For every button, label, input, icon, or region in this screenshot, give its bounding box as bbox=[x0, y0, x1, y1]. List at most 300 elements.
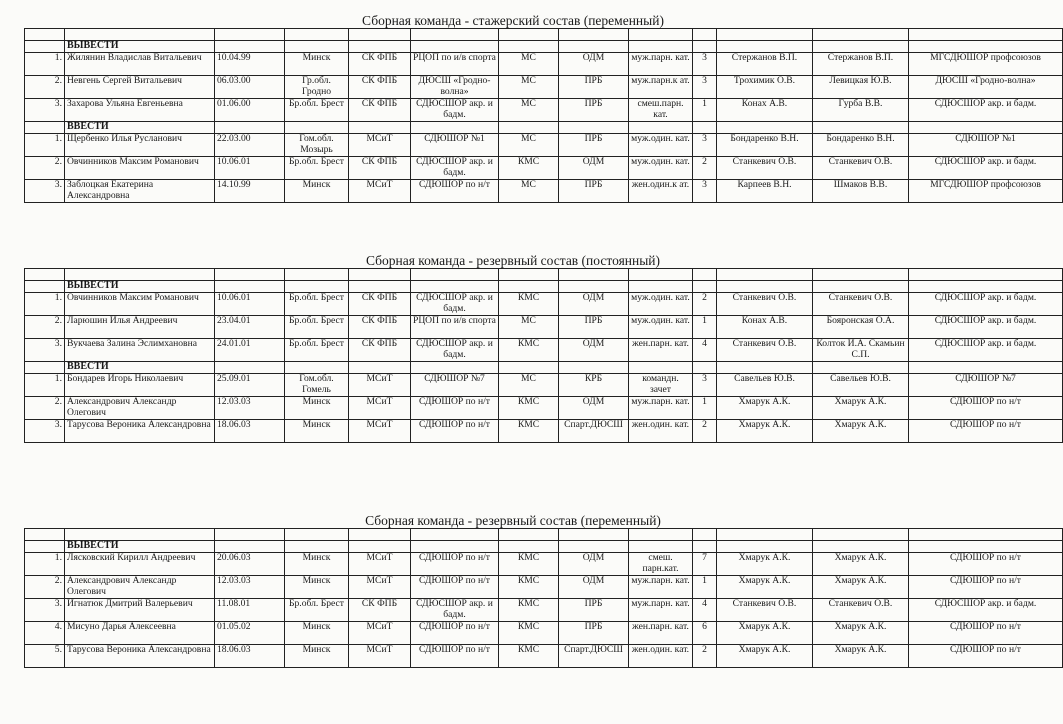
status-cell: КРБ bbox=[559, 374, 629, 397]
home-school-cell: СДЮСШОР акр. и бадм. bbox=[909, 99, 1063, 122]
group-spacer bbox=[499, 41, 559, 53]
coach-cell: Хмарук А.К. bbox=[717, 645, 813, 668]
coach-cell: Хмарук А.К. bbox=[717, 420, 813, 443]
row-number-cell: 3. bbox=[25, 420, 65, 443]
sports-school-cell: СДЮСШОР акр. и бадм. bbox=[411, 293, 499, 316]
category-cell: жен.один.к ат. bbox=[629, 180, 693, 203]
organization-cell: МСиТ bbox=[349, 134, 411, 157]
athlete-name-cell: Мисуно Дарья Алексеевна bbox=[65, 622, 215, 645]
group-spacer bbox=[717, 541, 813, 553]
category-cell: муж.один. кат. bbox=[629, 316, 693, 339]
athlete-name-cell: Лясковский Кирилл Андреевич bbox=[65, 553, 215, 576]
group-spacer bbox=[349, 541, 411, 553]
group-spacer bbox=[629, 362, 693, 374]
athlete-name-cell: Тарусова Вероника Александровна bbox=[65, 645, 215, 668]
row-number-cell: 1. bbox=[25, 374, 65, 397]
group-spacer bbox=[215, 122, 285, 134]
category-cell: жен.парн. кат. bbox=[629, 339, 693, 362]
group-spacer bbox=[629, 541, 693, 553]
athlete-name-cell: Невгень Сергей Витальевич bbox=[65, 76, 215, 99]
birth-date-cell: 18.06.03 bbox=[215, 420, 285, 443]
organization-cell: СК ФПБ bbox=[349, 316, 411, 339]
rank-number-cell: 3 bbox=[693, 76, 717, 99]
row-number-cell: 2. bbox=[25, 76, 65, 99]
status-cell: ОДМ bbox=[559, 157, 629, 180]
personal-coach-cell: Шмаков В.В. bbox=[813, 180, 909, 203]
row-number-cell: 1. bbox=[25, 134, 65, 157]
sport-rank-cell: МС bbox=[499, 99, 559, 122]
rank-number-cell: 2 bbox=[693, 293, 717, 316]
header-cell bbox=[65, 269, 215, 281]
group-spacer bbox=[559, 541, 629, 553]
roster-table bbox=[24, 28, 1063, 203]
table-row bbox=[25, 576, 1063, 599]
row-number-cell: 2. bbox=[25, 397, 65, 420]
sports-school-cell: СДЮШОР по н/т bbox=[411, 180, 499, 203]
category-cell: муж.парн. кат. bbox=[629, 397, 693, 420]
group-spacer bbox=[349, 281, 411, 293]
birth-date-cell: 10.06.01 bbox=[215, 157, 285, 180]
group-spacer bbox=[909, 41, 1063, 53]
home-school-cell: СДЮШОР №1 bbox=[909, 134, 1063, 157]
region-cell: Бр.обл. Брест bbox=[285, 99, 349, 122]
section-title: Сборная команда - резервный состав (постоянный) bbox=[365, 253, 661, 268]
region-cell: Минск bbox=[285, 576, 349, 599]
sports-school-cell: СДЮШОР по н/т bbox=[411, 553, 499, 576]
athlete-name-cell: Игнатюк Дмитрий Валерьевич bbox=[65, 599, 215, 622]
sport-rank-cell: МС bbox=[499, 316, 559, 339]
personal-coach-cell: Станкевич О.В. bbox=[813, 599, 909, 622]
header-cell bbox=[717, 29, 813, 41]
section-reserve-permanent bbox=[24, 253, 1037, 443]
region-cell: Бр.обл. Брест bbox=[285, 293, 349, 316]
home-school-cell: СДЮШОР по н/т bbox=[909, 622, 1063, 645]
category-cell: муж.парн. кат. bbox=[629, 53, 693, 76]
organization-cell: СК ФПБ bbox=[349, 293, 411, 316]
sports-school-cell: СДЮСШОР акр. и бадм. bbox=[411, 157, 499, 180]
personal-coach-cell: Хмарук А.К. bbox=[813, 397, 909, 420]
group-spacer bbox=[717, 122, 813, 134]
row-number-cell: 3. bbox=[25, 339, 65, 362]
group-spacer bbox=[499, 541, 559, 553]
header-cell bbox=[285, 269, 349, 281]
group-spacer bbox=[25, 41, 65, 53]
coach-cell: Хмарук А.К. bbox=[717, 397, 813, 420]
sport-rank-cell: КМС bbox=[499, 157, 559, 180]
rank-number-cell: 2 bbox=[693, 420, 717, 443]
header-cell bbox=[285, 529, 349, 541]
region-cell: Бр.обл. Брест bbox=[285, 157, 349, 180]
group-spacer bbox=[25, 122, 65, 134]
personal-coach-cell: Хмарук А.К. bbox=[813, 622, 909, 645]
group-spacer bbox=[629, 281, 693, 293]
sport-rank-cell: КМС bbox=[499, 622, 559, 645]
region-cell: Минск bbox=[285, 397, 349, 420]
sports-school-cell: РЦОП по и/в спорта bbox=[411, 53, 499, 76]
group-spacer bbox=[411, 541, 499, 553]
status-cell: ПРБ bbox=[559, 134, 629, 157]
organization-cell: СК ФПБ bbox=[349, 157, 411, 180]
rank-number-cell: 2 bbox=[693, 157, 717, 180]
organization-cell: МСиТ bbox=[349, 645, 411, 668]
sport-rank-cell: КМС bbox=[499, 553, 559, 576]
group-spacer bbox=[25, 541, 65, 553]
home-school-cell: МГСДЮШОР профсоюзов bbox=[909, 53, 1063, 76]
group-spacer bbox=[813, 122, 909, 134]
group-label: ВВЕСТИ bbox=[65, 122, 215, 134]
category-cell: муж.парн. кат. bbox=[629, 576, 693, 599]
status-cell: ПРБ bbox=[559, 599, 629, 622]
status-cell: ОДМ bbox=[559, 397, 629, 420]
table-row bbox=[25, 293, 1063, 316]
header-cell bbox=[499, 29, 559, 41]
coach-cell: Карпеев В.Н. bbox=[717, 180, 813, 203]
sports-school-cell: СДЮШОР №7 bbox=[411, 374, 499, 397]
header-cell bbox=[693, 269, 717, 281]
table-row bbox=[25, 339, 1063, 362]
group-label: ВЫВЕСТИ bbox=[65, 41, 215, 53]
organization-cell: МСиТ bbox=[349, 622, 411, 645]
header-cell bbox=[349, 269, 411, 281]
birth-date-cell: 10.06.01 bbox=[215, 293, 285, 316]
coach-cell: Конах А.В. bbox=[717, 316, 813, 339]
header-cell bbox=[717, 269, 813, 281]
rank-number-cell: 1 bbox=[693, 316, 717, 339]
header-cell bbox=[499, 529, 559, 541]
group-label: ВЫВЕСТИ bbox=[65, 541, 215, 553]
category-cell: командн. зачет bbox=[629, 374, 693, 397]
rank-number-cell: 1 bbox=[693, 576, 717, 599]
group-row bbox=[25, 122, 1063, 134]
home-school-cell: МГСДЮШОР профсоюзов bbox=[909, 180, 1063, 203]
header-cell bbox=[909, 269, 1063, 281]
organization-cell: СК ФПБ bbox=[349, 599, 411, 622]
group-spacer bbox=[215, 281, 285, 293]
group-spacer bbox=[909, 362, 1063, 374]
rank-number-cell: 3 bbox=[693, 374, 717, 397]
group-spacer bbox=[559, 362, 629, 374]
region-cell: Гр.обл. Гродно bbox=[285, 76, 349, 99]
athlete-name-cell: Александрович Александр Олегович bbox=[65, 576, 215, 599]
table-row bbox=[25, 99, 1063, 122]
organization-cell: МСиТ bbox=[349, 374, 411, 397]
table-row bbox=[25, 553, 1063, 576]
section-title: Сборная команда - стажерский состав (переменный) bbox=[362, 13, 664, 28]
row-number-cell: 2. bbox=[25, 157, 65, 180]
rank-number-cell: 3 bbox=[693, 53, 717, 76]
sport-rank-cell: МС bbox=[499, 180, 559, 203]
header-cell bbox=[909, 29, 1063, 41]
region-cell: Минск bbox=[285, 622, 349, 645]
status-cell: Спарт.ДЮСШ bbox=[559, 420, 629, 443]
status-cell: ПРБ bbox=[559, 316, 629, 339]
sport-rank-cell: МС bbox=[499, 53, 559, 76]
group-spacer bbox=[693, 362, 717, 374]
organization-cell: МСиТ bbox=[349, 397, 411, 420]
region-cell: Гом.обл. Гомель bbox=[285, 374, 349, 397]
category-cell: жен.один. кат. bbox=[629, 645, 693, 668]
header-cell bbox=[349, 29, 411, 41]
group-spacer bbox=[285, 41, 349, 53]
birth-date-cell: 20.06.03 bbox=[215, 553, 285, 576]
group-label: ВВЕСТИ bbox=[65, 362, 215, 374]
personal-coach-cell: Хмарук А.К. bbox=[813, 420, 909, 443]
header-cell bbox=[65, 29, 215, 41]
header-cell bbox=[349, 529, 411, 541]
rank-number-cell: 4 bbox=[693, 599, 717, 622]
table-row bbox=[25, 316, 1063, 339]
status-cell: Спарт.ДЮСШ bbox=[559, 645, 629, 668]
table-row bbox=[25, 599, 1063, 622]
sports-school-cell: СДЮШОР по н/т bbox=[411, 622, 499, 645]
header-cell bbox=[559, 269, 629, 281]
group-spacer bbox=[285, 281, 349, 293]
birth-date-cell: 10.04.99 bbox=[215, 53, 285, 76]
table-row bbox=[25, 134, 1063, 157]
group-spacer bbox=[693, 122, 717, 134]
header-cell bbox=[813, 529, 909, 541]
organization-cell: МСиТ bbox=[349, 180, 411, 203]
rank-number-cell: 2 bbox=[693, 645, 717, 668]
sport-rank-cell: КМС bbox=[499, 599, 559, 622]
athlete-name-cell: Тарусова Вероника Александровна bbox=[65, 420, 215, 443]
table-row bbox=[25, 76, 1063, 99]
group-spacer bbox=[717, 281, 813, 293]
header-cell bbox=[65, 529, 215, 541]
group-spacer bbox=[215, 541, 285, 553]
group-spacer bbox=[25, 362, 65, 374]
group-spacer bbox=[693, 41, 717, 53]
table-row bbox=[25, 622, 1063, 645]
group-spacer bbox=[909, 541, 1063, 553]
status-cell: ПРБ bbox=[559, 622, 629, 645]
row-number-cell: 3. bbox=[25, 599, 65, 622]
group-spacer bbox=[717, 362, 813, 374]
home-school-cell: СДЮШОР по н/т bbox=[909, 397, 1063, 420]
header-cell bbox=[693, 529, 717, 541]
header-cell bbox=[215, 269, 285, 281]
status-cell: ОДМ bbox=[559, 339, 629, 362]
header-cell bbox=[499, 269, 559, 281]
organization-cell: МСиТ bbox=[349, 553, 411, 576]
section-reserve-variable bbox=[24, 513, 1037, 668]
section-trainee-variable bbox=[24, 13, 1041, 203]
header-cell bbox=[629, 29, 693, 41]
group-spacer bbox=[629, 122, 693, 134]
rank-number-cell: 1 bbox=[693, 397, 717, 420]
header-cell bbox=[559, 529, 629, 541]
header-cell bbox=[411, 269, 499, 281]
group-spacer bbox=[499, 281, 559, 293]
athlete-name-cell: Овчинников Максим Романович bbox=[65, 293, 215, 316]
table-row bbox=[25, 420, 1063, 443]
athlete-name-cell: Жилянин Владислав Витальевич bbox=[65, 53, 215, 76]
row-number-cell: 2. bbox=[25, 576, 65, 599]
group-spacer bbox=[285, 122, 349, 134]
header-cell bbox=[629, 269, 693, 281]
header-cell bbox=[25, 29, 65, 41]
row-number-cell: 3. bbox=[25, 180, 65, 203]
home-school-cell: СДЮШОР по н/т bbox=[909, 645, 1063, 668]
sports-school-cell: СДЮШОР по н/т bbox=[411, 420, 499, 443]
birth-date-cell: 23.04.01 bbox=[215, 316, 285, 339]
region-cell: Бр.обл. Брест bbox=[285, 339, 349, 362]
status-cell: ОДМ bbox=[559, 53, 629, 76]
row-number-cell: 1. bbox=[25, 53, 65, 76]
rank-number-cell: 4 bbox=[693, 339, 717, 362]
row-number-cell: 3. bbox=[25, 99, 65, 122]
status-cell: ОДМ bbox=[559, 576, 629, 599]
group-spacer bbox=[215, 362, 285, 374]
table-row bbox=[25, 645, 1063, 668]
region-cell: Минск bbox=[285, 553, 349, 576]
rank-number-cell: 1 bbox=[693, 99, 717, 122]
header-cell bbox=[215, 529, 285, 541]
group-spacer bbox=[813, 362, 909, 374]
table-row bbox=[25, 180, 1063, 203]
region-cell: Минск bbox=[285, 180, 349, 203]
athlete-name-cell: Бондарев Игорь Николаевич bbox=[65, 374, 215, 397]
home-school-cell: СДЮШОР по н/т bbox=[909, 576, 1063, 599]
category-cell: смеш. парн.кат. bbox=[629, 553, 693, 576]
coach-cell: Конах А.В. bbox=[717, 99, 813, 122]
group-spacer bbox=[629, 41, 693, 53]
sports-school-cell: СДЮСШОР акр. и бадм. bbox=[411, 599, 499, 622]
roster-table bbox=[24, 268, 1063, 443]
row-number-cell: 5. bbox=[25, 645, 65, 668]
organization-cell: МСиТ bbox=[349, 420, 411, 443]
sport-rank-cell: КМС bbox=[499, 420, 559, 443]
section-title: Сборная команда - резервный состав (переменный) bbox=[365, 513, 661, 528]
coach-cell: Станкевич О.В. bbox=[717, 339, 813, 362]
personal-coach-cell: Савельев Ю.В. bbox=[813, 374, 909, 397]
home-school-cell: СДЮСШОР акр. и бадм. bbox=[909, 599, 1063, 622]
group-spacer bbox=[693, 281, 717, 293]
birth-date-cell: 12.03.03 bbox=[215, 576, 285, 599]
category-cell: муж.парн. кат. bbox=[629, 599, 693, 622]
row-number-cell: 2. bbox=[25, 316, 65, 339]
home-school-cell: ДЮСШ «Гродно-волна» bbox=[909, 76, 1063, 99]
header-cell bbox=[559, 29, 629, 41]
coach-cell: Трохимик О.В. bbox=[717, 76, 813, 99]
region-cell: Минск bbox=[285, 420, 349, 443]
sport-rank-cell: МС bbox=[499, 374, 559, 397]
group-spacer bbox=[909, 281, 1063, 293]
rank-number-cell: 3 bbox=[693, 180, 717, 203]
table-row bbox=[25, 157, 1063, 180]
personal-coach-cell: Станкевич О.В. bbox=[813, 157, 909, 180]
home-school-cell: СДЮСШОР акр. и бадм. bbox=[909, 316, 1063, 339]
row-number-cell: 1. bbox=[25, 293, 65, 316]
sport-rank-cell: КМС bbox=[499, 339, 559, 362]
category-cell: муж.один. кат. bbox=[629, 134, 693, 157]
athlete-name-cell: Овчинников Максим Романович bbox=[65, 157, 215, 180]
sports-school-cell: СДЮШОР по н/т bbox=[411, 397, 499, 420]
table-row bbox=[25, 397, 1063, 420]
group-spacer bbox=[813, 541, 909, 553]
header-cell bbox=[285, 29, 349, 41]
birth-date-cell: 12.03.03 bbox=[215, 397, 285, 420]
birth-date-cell: 01.06.00 bbox=[215, 99, 285, 122]
personal-coach-cell: Станкевич О.В. bbox=[813, 293, 909, 316]
sport-rank-cell: МС bbox=[499, 134, 559, 157]
group-spacer bbox=[285, 362, 349, 374]
category-cell: жен.парн. кат. bbox=[629, 622, 693, 645]
group-spacer bbox=[349, 41, 411, 53]
status-cell: ПРБ bbox=[559, 76, 629, 99]
region-cell: Бр.обл. Брест bbox=[285, 316, 349, 339]
group-row bbox=[25, 281, 1063, 293]
sport-rank-cell: КМС bbox=[499, 293, 559, 316]
sports-school-cell: РЦОП по и/в спорта bbox=[411, 316, 499, 339]
region-cell: Бр.обл. Брест bbox=[285, 599, 349, 622]
group-row bbox=[25, 41, 1063, 53]
row-number-cell: 1. bbox=[25, 553, 65, 576]
category-cell: муж.парн.к ат. bbox=[629, 76, 693, 99]
status-cell: ПРБ bbox=[559, 180, 629, 203]
table-row bbox=[25, 53, 1063, 76]
group-spacer bbox=[411, 41, 499, 53]
personal-coach-cell: Бояронская О.А. bbox=[813, 316, 909, 339]
home-school-cell: СДЮШОР №7 bbox=[909, 374, 1063, 397]
header-cell bbox=[25, 269, 65, 281]
sport-rank-cell: МС bbox=[499, 76, 559, 99]
region-cell: Гом.обл. Мозырь bbox=[285, 134, 349, 157]
category-cell: муж.один. кат. bbox=[629, 157, 693, 180]
sports-school-cell: СДЮШОР по н/т bbox=[411, 576, 499, 599]
category-cell: жен.один. кат. bbox=[629, 420, 693, 443]
personal-coach-cell: Стержанов В.П. bbox=[813, 53, 909, 76]
region-cell: Минск bbox=[285, 53, 349, 76]
group-spacer bbox=[813, 281, 909, 293]
coach-cell: Савельев Ю.В. bbox=[717, 374, 813, 397]
header-row bbox=[25, 269, 1063, 281]
sports-school-cell: ДЮСШ «Гродно-волна» bbox=[411, 76, 499, 99]
coach-cell: Хмарук А.К. bbox=[717, 553, 813, 576]
header-cell bbox=[411, 529, 499, 541]
athlete-name-cell: Заблоцкая Екатерина Александровна bbox=[65, 180, 215, 203]
personal-coach-cell: Бондаренко В.Н. bbox=[813, 134, 909, 157]
group-spacer bbox=[813, 41, 909, 53]
athlete-name-cell: Захарова Ульяна Евгеньевна bbox=[65, 99, 215, 122]
birth-date-cell: 14.10.99 bbox=[215, 180, 285, 203]
organization-cell: СК ФПБ bbox=[349, 339, 411, 362]
status-cell: ПРБ bbox=[559, 99, 629, 122]
header-cell bbox=[411, 29, 499, 41]
rank-number-cell: 6 bbox=[693, 622, 717, 645]
row-number-cell: 4. bbox=[25, 622, 65, 645]
group-spacer bbox=[559, 281, 629, 293]
sport-rank-cell: КМС bbox=[499, 645, 559, 668]
sport-rank-cell: КМС bbox=[499, 397, 559, 420]
birth-date-cell: 11.08.01 bbox=[215, 599, 285, 622]
group-spacer bbox=[909, 122, 1063, 134]
organization-cell: СК ФПБ bbox=[349, 76, 411, 99]
group-spacer bbox=[285, 541, 349, 553]
personal-coach-cell: Колток И.А. Скамьин С.П. bbox=[813, 339, 909, 362]
birth-date-cell: 22.03.00 bbox=[215, 134, 285, 157]
group-row bbox=[25, 362, 1063, 374]
header-cell bbox=[909, 529, 1063, 541]
coach-cell: Хмарук А.К. bbox=[717, 622, 813, 645]
header-cell bbox=[215, 29, 285, 41]
header-cell bbox=[25, 529, 65, 541]
coach-cell: Станкевич О.В. bbox=[717, 599, 813, 622]
header-row bbox=[25, 529, 1063, 541]
sports-school-cell: СДЮШОР по н/т bbox=[411, 645, 499, 668]
rank-number-cell: 3 bbox=[693, 134, 717, 157]
group-spacer bbox=[499, 122, 559, 134]
